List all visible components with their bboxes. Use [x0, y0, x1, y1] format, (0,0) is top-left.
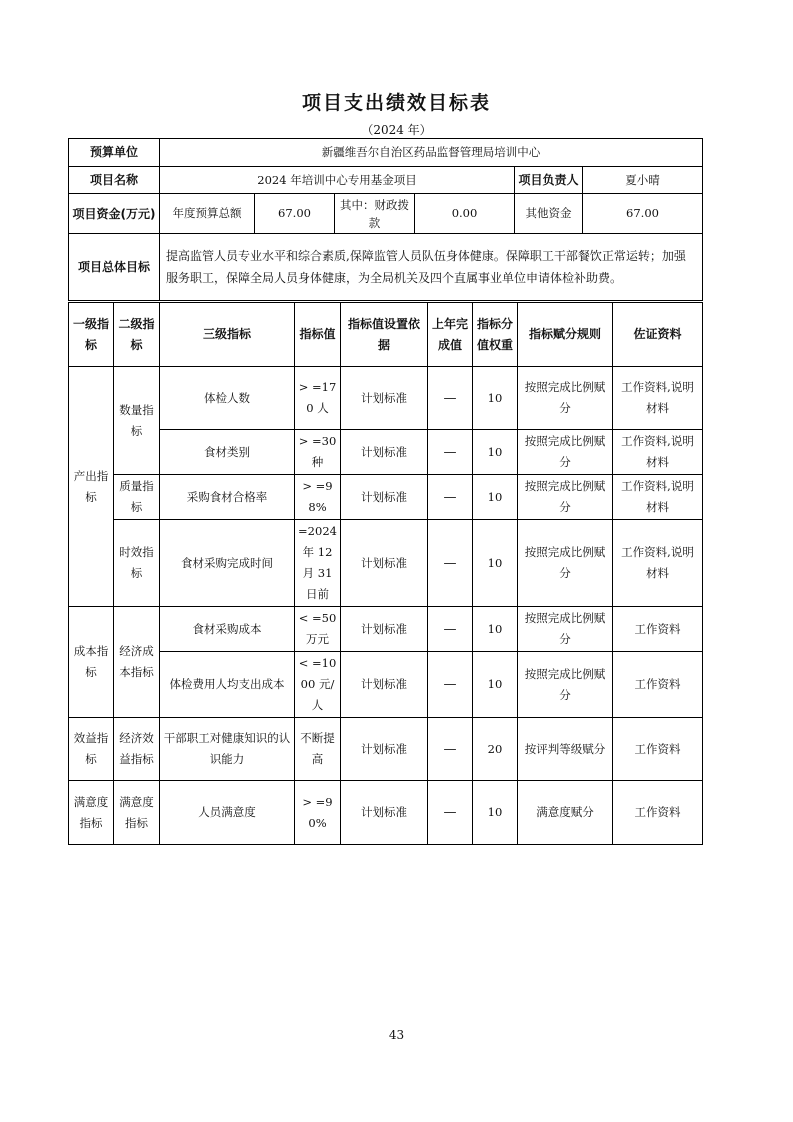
project-leader-label: 项目负责人 — [515, 167, 583, 194]
indicator-rule: 满意度赋分 — [518, 781, 613, 845]
indicator-weight: 10 — [473, 475, 518, 520]
table-row — [69, 520, 703, 607]
indicator-evidence: 工作资料 — [613, 781, 703, 845]
indicator-prev: — — [428, 781, 473, 845]
indicator-weight: 10 — [473, 367, 518, 430]
table-row — [69, 607, 703, 652]
table-row — [69, 367, 703, 430]
group-econ-cost: 经济成本指标 — [114, 607, 160, 718]
year-label: （2024 年） — [361, 123, 432, 137]
page-number: 43 — [388, 1028, 405, 1042]
group-quality: 质量指标 — [114, 475, 160, 520]
overall-goal-value: 提高监管人员专业水平和综合素质,保障监管人员队伍身体健康。保障职工干部餐饮正常运转；加强服务职工，保障全局人员身体健康，为全局机关及四个直属事业单位申请体检补助费。 — [160, 234, 703, 301]
indicator-weight: 10 — [473, 781, 518, 845]
table-row — [69, 475, 703, 520]
indicator-value: > =30 种 — [295, 430, 341, 475]
indicator-basis: 计划标准 — [341, 781, 428, 845]
indicator-weight: 20 — [473, 718, 518, 781]
project-info-table — [68, 138, 703, 301]
indicator-basis: 计划标准 — [341, 607, 428, 652]
overall-goal-label: 项目总体目标 — [69, 234, 160, 301]
group-quantity: 数量指标 — [114, 367, 160, 475]
indicator-basis: 计划标准 — [341, 718, 428, 781]
project-fund-label: 项目资金(万元) — [69, 194, 160, 234]
group-satisfaction-2: 满意度指标 — [114, 781, 160, 845]
col-header-value: 指标值 — [295, 303, 341, 367]
budget-unit-label: 预算单位 — [69, 139, 160, 167]
indicator-rule: 按照完成比例赋分 — [518, 520, 613, 607]
indicator-prev: — — [428, 475, 473, 520]
col-header-basis: 指标值设置依据 — [341, 303, 428, 367]
indicator-prev: — — [428, 607, 473, 652]
col-header-level2: 二级指标 — [114, 303, 160, 367]
table-row — [69, 652, 703, 718]
indicator-basis: 计划标准 — [341, 430, 428, 475]
group-output: 产出指标 — [69, 367, 114, 607]
indicator-name: 人员满意度 — [160, 781, 295, 845]
group-econ-benefit: 经济效益指标 — [114, 718, 160, 781]
indicator-evidence: 工作资料 — [613, 652, 703, 718]
other-fund-label: 其他资金 — [515, 194, 583, 234]
indicator-evidence: 工作资料,说明材料 — [613, 367, 703, 430]
indicator-basis: 计划标准 — [341, 652, 428, 718]
fiscal-fund-value: 0.00 — [415, 194, 515, 234]
annual-budget-value: 67.00 — [255, 194, 335, 234]
indicator-value: > =170 人 — [295, 367, 341, 430]
table-row — [69, 430, 703, 475]
project-leader-value: 夏小晴 — [583, 167, 703, 194]
fiscal-fund-label: 其中：财政拨款 — [335, 194, 415, 234]
table-row — [69, 781, 703, 845]
indicator-basis: 计划标准 — [341, 367, 428, 430]
group-satisfaction: 满意度指标 — [69, 781, 114, 845]
indicator-value: =2024 年 12 月 31 日前 — [295, 520, 341, 607]
budget-unit-value: 新疆维吾尔自治区药品监督管理局培训中心 — [160, 139, 703, 167]
indicator-prev: — — [428, 367, 473, 430]
other-fund-value: 67.00 — [583, 194, 703, 234]
indicator-rule: 按照完成比例赋分 — [518, 652, 613, 718]
indicator-weight: 10 — [473, 430, 518, 475]
group-benefit: 效益指标 — [69, 718, 114, 781]
indicator-rule: 按照完成比例赋分 — [518, 430, 613, 475]
col-header-rule: 指标赋分规则 — [518, 303, 613, 367]
indicator-prev: — — [428, 430, 473, 475]
col-header-weight: 指标分值权重 — [473, 303, 518, 367]
indicator-name: 体检人数 — [160, 367, 295, 430]
indicator-evidence: 工作资料 — [613, 607, 703, 652]
indicator-prev: — — [428, 520, 473, 607]
indicator-value: > =90% — [295, 781, 341, 845]
indicator-rule: 按评判等级赋分 — [518, 718, 613, 781]
indicator-evidence: 工作资料,说明材料 — [613, 430, 703, 475]
indicator-weight: 10 — [473, 607, 518, 652]
indicator-name: 食材采购完成时间 — [160, 520, 295, 607]
indicator-prev: — — [428, 652, 473, 718]
col-header-prev: 上年完成值 — [428, 303, 473, 367]
indicator-evidence: 工作资料,说明材料 — [613, 475, 703, 520]
indicator-name: 食材采购成本 — [160, 607, 295, 652]
indicator-rule: 按照完成比例赋分 — [518, 367, 613, 430]
indicator-rule: 按照完成比例赋分 — [518, 475, 613, 520]
indicator-value: < =50 万元 — [295, 607, 341, 652]
indicator-evidence: 工作资料,说明材料 — [613, 520, 703, 607]
group-timeliness: 时效指标 — [114, 520, 160, 607]
project-name-value: 2024 年培训中心专用基金项目 — [160, 167, 515, 194]
annual-budget-label: 年度预算总额 — [160, 194, 255, 234]
indicator-rule: 按照完成比例赋分 — [518, 607, 613, 652]
indicator-name: 干部职工对健康知识的认识能力 — [160, 718, 295, 781]
col-header-level1: 一级指标 — [69, 303, 114, 367]
indicator-value: > =98% — [295, 475, 341, 520]
indicator-prev: — — [428, 718, 473, 781]
indicator-weight: 10 — [473, 652, 518, 718]
indicator-name: 采购食材合格率 — [160, 475, 295, 520]
indicator-value: 不断提高 — [295, 718, 341, 781]
indicator-basis: 计划标准 — [341, 475, 428, 520]
indicator-name: 体检费用人均支出成本 — [160, 652, 295, 718]
col-header-level3: 三级指标 — [160, 303, 295, 367]
project-name-label: 项目名称 — [69, 167, 160, 194]
col-header-evidence: 佐证资料 — [613, 303, 703, 367]
indicator-name: 食材类别 — [160, 430, 295, 475]
indicator-evidence: 工作资料 — [613, 718, 703, 781]
group-cost: 成本指标 — [69, 607, 114, 718]
indicator-value: < =1000 元/人 — [295, 652, 341, 718]
table-row — [69, 718, 703, 781]
indicator-weight: 10 — [473, 520, 518, 607]
indicator-basis: 计划标准 — [341, 520, 428, 607]
page-title: 项目支出绩效目标表 — [301, 92, 491, 114]
indicator-table — [68, 302, 703, 845]
